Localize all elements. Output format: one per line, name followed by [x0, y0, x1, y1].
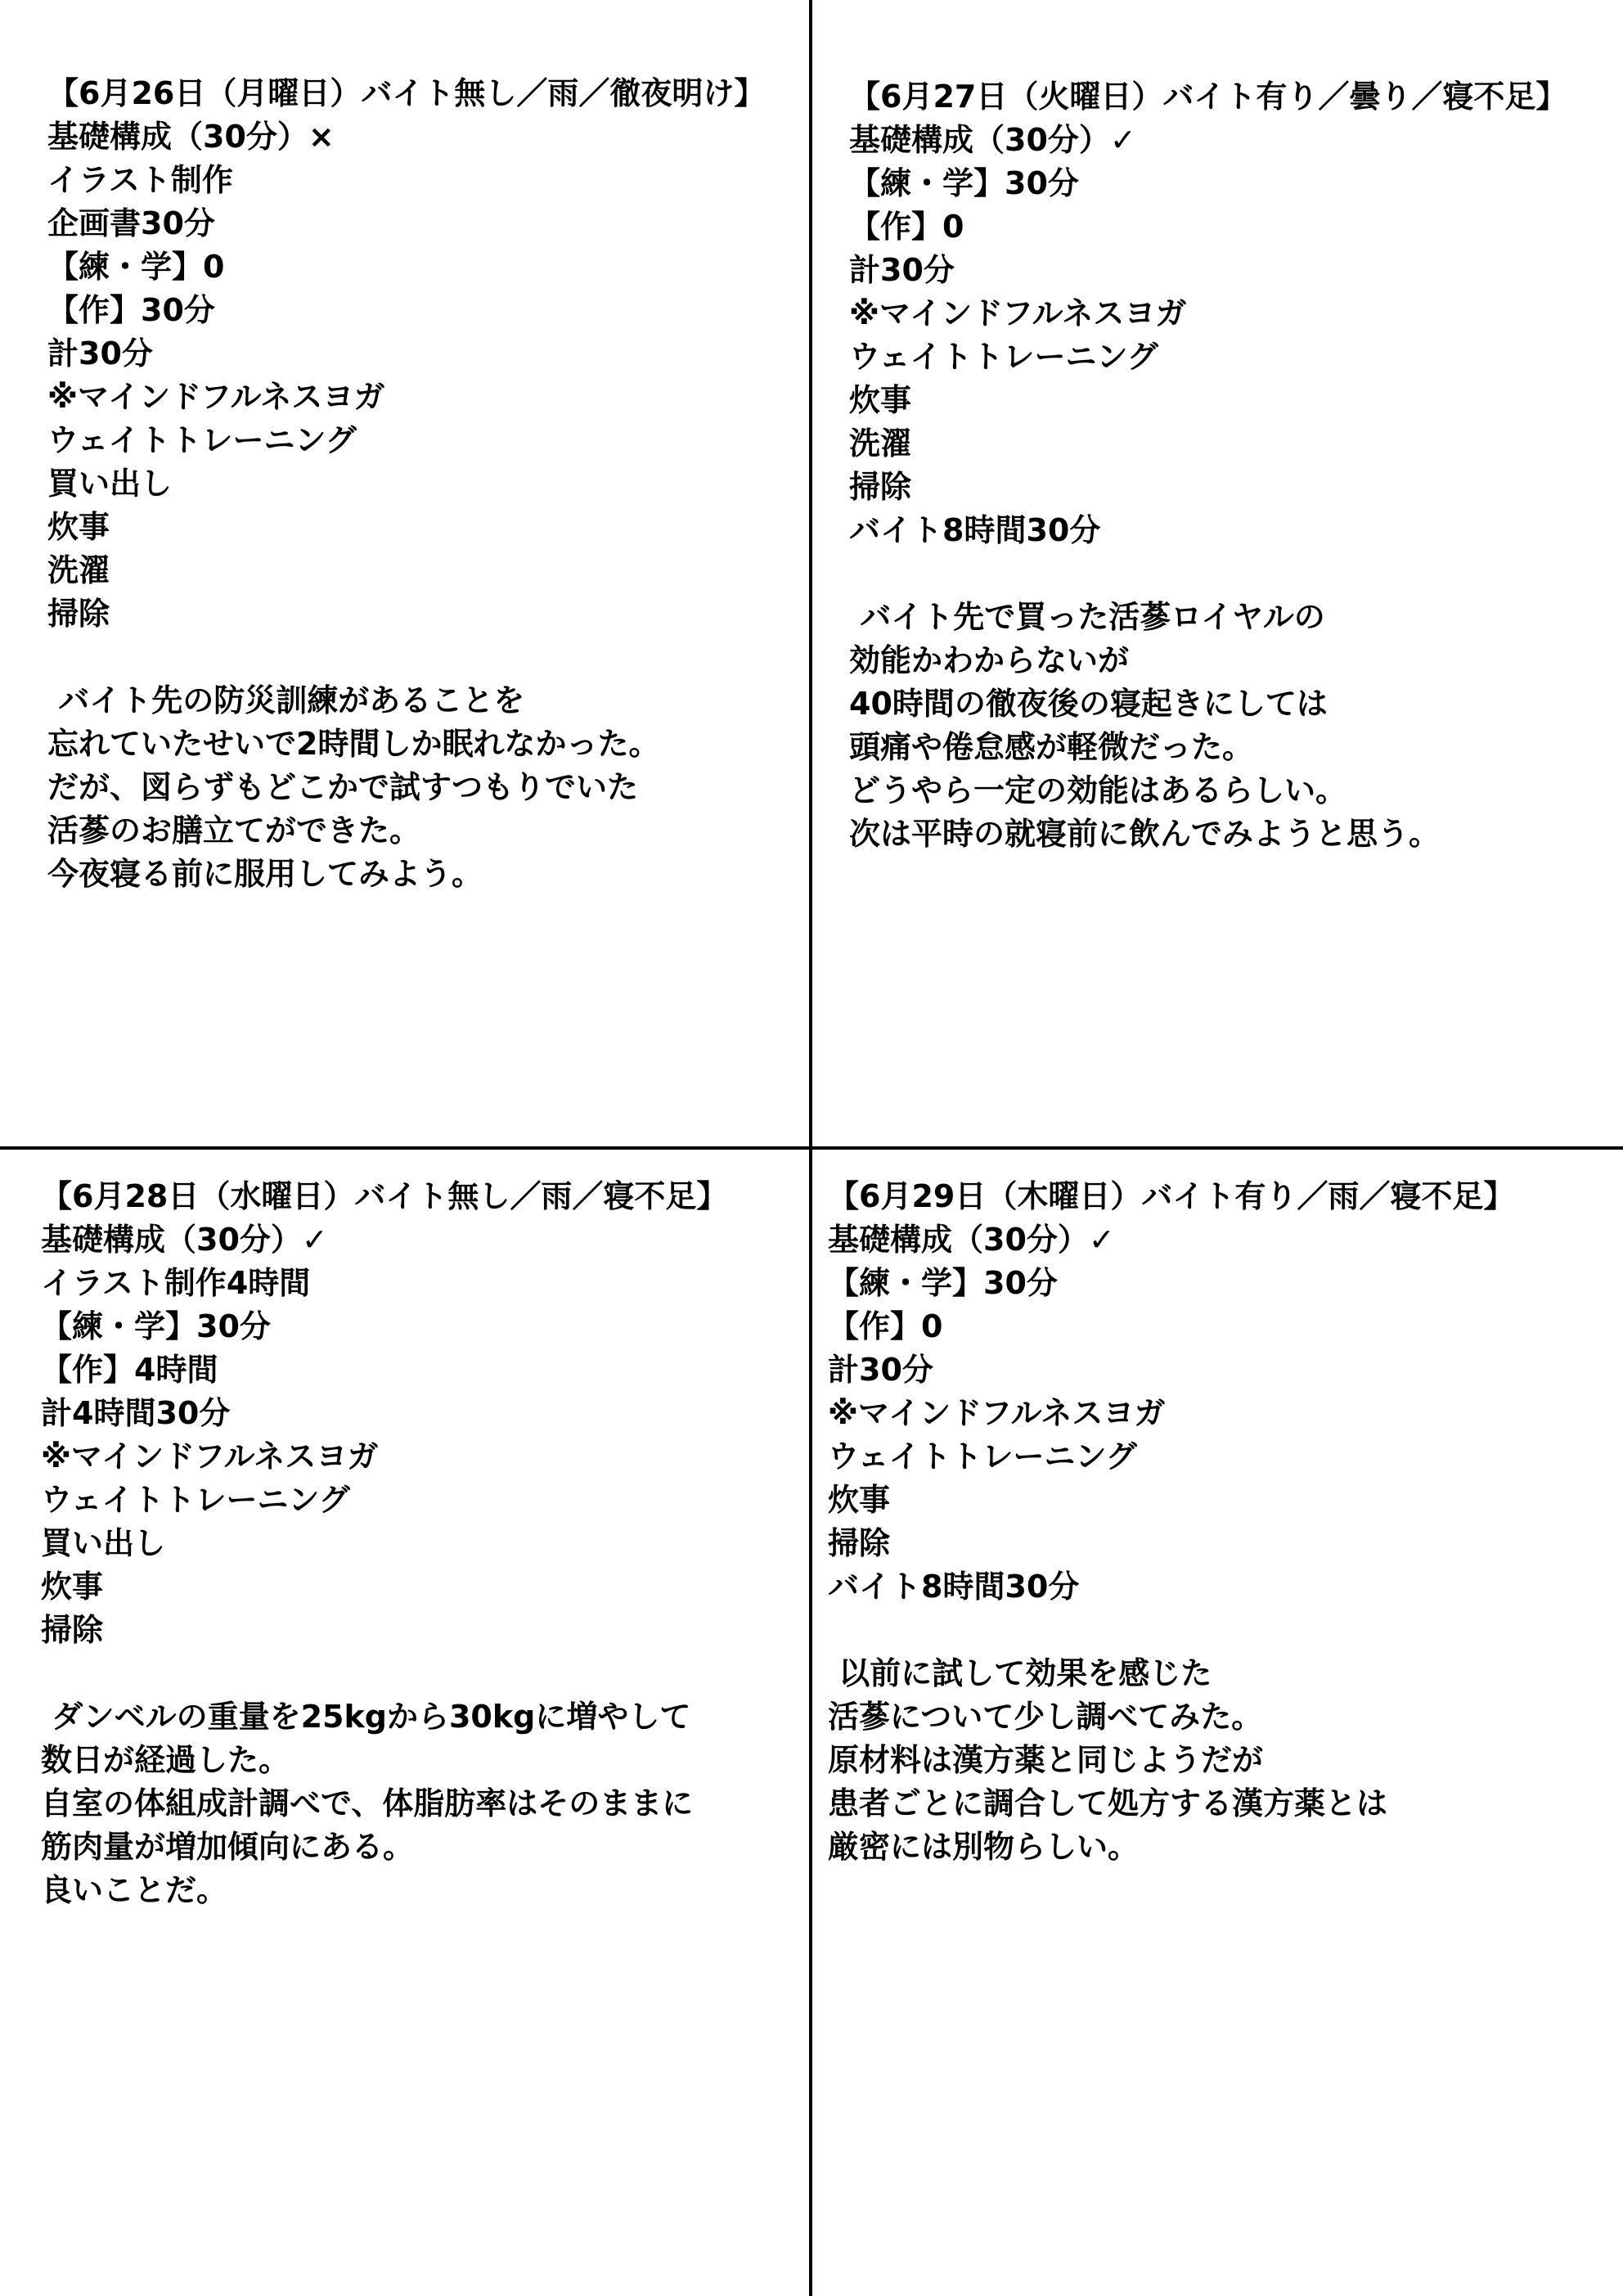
note-line: 良いことだ。	[41, 1872, 228, 1908]
entry-header: 【6月27日（火曜日）バイト有り／曇り／寝不足】	[849, 79, 1567, 115]
spacer	[41, 1652, 727, 1695]
checklist-item: 企画書30分	[47, 205, 215, 241]
note-line: 頭痛や倦怠感が軽微だった。	[849, 729, 1254, 765]
checklist-item: 計30分	[849, 252, 955, 288]
checklist-item: 【作】4時間	[41, 1352, 218, 1388]
checklist-item: 計30分	[47, 335, 153, 371]
checklist-item: イラスト制作4時間	[41, 1265, 311, 1301]
checklist-item: バイト8時間30分	[849, 512, 1101, 548]
checklist-item: 洗濯	[849, 425, 912, 461]
entry-header: 【6月28日（水曜日）バイト無し／雨／寝不足】	[41, 1178, 728, 1214]
checklist-item: 基礎構成（30分）✓	[828, 1222, 1115, 1258]
checklist-item: 炊事	[849, 382, 912, 418]
checklist-item: 基礎構成（30分）✓	[849, 122, 1136, 158]
checklist-item: 【作】30分	[47, 292, 215, 328]
note-line: どうやら一定の効能はあるらしい。	[849, 772, 1347, 808]
note-line: 今夜寝る前に服用してみよう。	[47, 856, 483, 892]
checklist-item: ウェイトトレーニング	[41, 1482, 350, 1518]
horizontal-divider	[0, 1146, 1623, 1150]
entry-header: 【6月29日（木曜日）バイト有り／雨／寝不足】	[828, 1178, 1515, 1214]
checklist-item: 【作】0	[828, 1308, 943, 1344]
checklist-item: 掃除	[41, 1612, 104, 1648]
checklist-item: 基礎構成（30分）×	[47, 119, 335, 155]
checklist-item: 計30分	[828, 1352, 933, 1388]
diary-entry-june-27	[849, 75, 1567, 856]
checklist-item: ウェイトトレーニング	[849, 339, 1158, 375]
note-line: 以前に試して効果を感じた	[828, 1655, 1212, 1691]
checklist-item: ※マインドフルネスヨガ	[849, 295, 1187, 331]
checklist-item: 掃除	[849, 469, 912, 505]
checklist-item: 買い出し	[41, 1525, 166, 1561]
checklist-item: 掃除	[828, 1525, 891, 1561]
checklist-item: 【作】0	[849, 209, 964, 245]
checklist-item: 掃除	[47, 596, 110, 632]
note-line: 自室の体組成計調べで、体脂肪率はそのままに	[41, 1785, 694, 1821]
checklist-item: 炊事	[828, 1482, 891, 1518]
note-line: 活蔘のお膳立てができた。	[47, 813, 421, 849]
checklist-item: ※マインドフルネスヨガ	[47, 379, 385, 415]
note-line: 40時間の徹夜後の寝起きにしては	[849, 686, 1328, 722]
diary-entry-june-28	[41, 1175, 727, 1912]
checklist-item: 基礎構成（30分）✓	[41, 1222, 328, 1258]
note-line: ダンベルの重量を25kgから30kgに増やして	[41, 1699, 691, 1735]
note-line: 厳密には別物らしい。	[828, 1829, 1140, 1865]
checklist-item: ウェイトトレーニング	[47, 422, 357, 458]
note-line: 筋肉量が増加傾向にある。	[41, 1829, 415, 1865]
spacer	[849, 552, 1567, 596]
checklist-item: 炊事	[41, 1569, 104, 1605]
checklist-item: 【練・学】0	[47, 249, 225, 285]
note-line: 次は平時の就寝前に飲んでみようと思う。	[849, 816, 1441, 852]
diary-entry-june-29	[828, 1175, 1514, 1869]
spacer	[47, 636, 765, 679]
checklist-item: バイト8時間30分	[828, 1569, 1080, 1605]
checklist-item: 【練・学】30分	[849, 165, 1079, 201]
note-line: 原材料は漢方薬と同じようだが	[828, 1742, 1264, 1778]
note-line: バイト先の防災訓練があることを	[47, 682, 525, 718]
checklist-item: 【練・学】30分	[41, 1308, 271, 1344]
note-line: だが、図らずもどこかで試すつもりでいた	[47, 769, 639, 805]
diary-entry-june-26	[47, 72, 765, 896]
checklist-item: ウェイトトレーニング	[828, 1438, 1137, 1474]
note-line: バイト先で買った活蔘ロイヤルの	[849, 599, 1325, 635]
checklist-item: 買い出し	[47, 466, 173, 502]
note-line: 活蔘について少し調べてみた。	[828, 1699, 1263, 1735]
note-line: 忘れていたせいで2時間しか眠れなかった。	[47, 726, 660, 762]
checklist-item: イラスト制作	[47, 162, 233, 198]
note-line: 効能かわからないが	[849, 642, 1130, 678]
note-line: 数日が経過した。	[41, 1742, 290, 1778]
checklist-item: 炊事	[47, 509, 110, 545]
note-line: 患者ごとに調合して処方する漢方薬とは	[828, 1785, 1388, 1821]
checklist-item: ※マインドフルネスヨガ	[828, 1395, 1166, 1431]
checklist-item: 洗濯	[47, 552, 110, 588]
checklist-item: 【練・学】30分	[828, 1265, 1058, 1301]
spacer	[828, 1609, 1514, 1652]
entry-header: 【6月26日（月曜日）バイト無し／雨／徹夜明け】	[47, 75, 766, 111]
checklist-item: 計4時間30分	[41, 1395, 231, 1431]
checklist-item: ※マインドフルネスヨガ	[41, 1438, 379, 1474]
